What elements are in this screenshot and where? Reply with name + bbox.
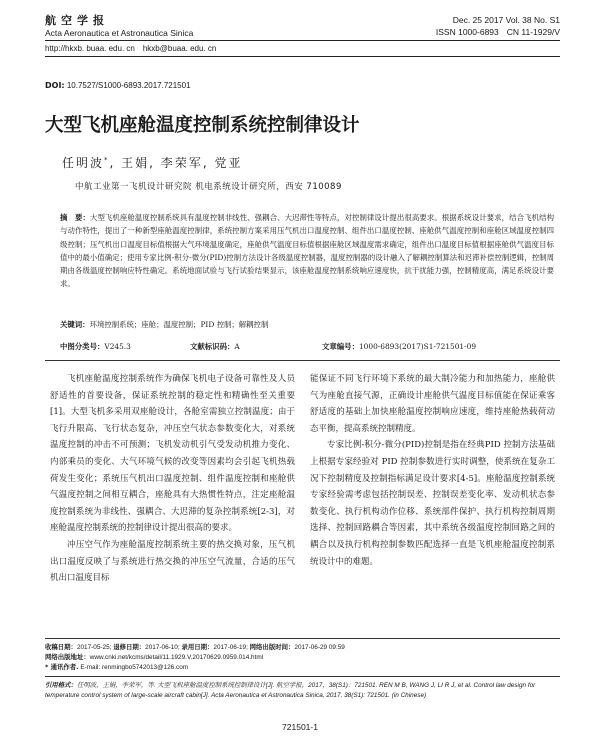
doi-value[interactable]: 10.7527/S1000-6893.2017.721501	[66, 81, 191, 90]
revised-date: 2017-06-10	[145, 644, 178, 651]
author: 王娟	[121, 156, 150, 170]
journal-url[interactable]: http://hkxb. buaa. edu. cn	[45, 44, 135, 53]
keywords	[60, 319, 268, 331]
author: 李荣军	[160, 156, 203, 170]
accepted-label: 录用日期：	[181, 643, 214, 651]
clc-field	[60, 341, 131, 353]
keywords-label: 关键词：	[60, 320, 90, 329]
article-no-value: 1000-6893(2017)S1-721501-09	[358, 342, 477, 351]
online-url-label: 网络出版地址：	[45, 653, 90, 661]
abstract-label: 摘 要：	[60, 213, 90, 222]
journal-issue-info	[320, 14, 560, 38]
footer-rule	[45, 638, 560, 639]
doc-code-value: A	[234, 342, 240, 351]
online-date: 2017-06-29 09:59	[294, 644, 345, 651]
doi-line	[45, 80, 191, 91]
abstract-text: 大型飞机座舱温度控制系统具有温度控制非线性、强耦合、大迟滞性等特点，对控制律设计提出很高要求。根据系统设计要求，结合飞机结构与动作特性，提出了一种新型座舱温度控制律，系统控制方案采用压气机出口温度控制、组件出口温度控制、座舱供气温度控制和座舱区域温度控制四级控制；压气机出口温度目标值根据大气环境温度确定，座舱供气温度目标值根据座舱区域温度需求确定，组件出口温度目标值根据座舱供气温度目标值中的最小值确定；使用专家比例-积分-微分(PID)控制方法设计各级温度控制器，温度控制器的设计融入了解耦控制算法和迟滞补偿控制逻辑，控制周期由各级温度控制响应特性确定。系统地面试验与飞行试验结果显示，该座舱温度控制系统响应速度快，抗干扰能力强，控制精度高，满足系统设计要求。	[60, 213, 554, 289]
doc-code-label: 文献标识码：	[190, 342, 235, 351]
body-paragraph: 专家比例-积分-微分(PID)控制是指在经典PID 控制方法基础上根据专家经验对 PID 控制参数进行实时调整，使系统在复杂工况下控制精度及控制指标满足设计要求[4-5]。座舱温度控制系统专家经验需考虑包括控制误差、控制误差变化率、发动机状态参数变化、执行机构动作位移、系统部件保护、执行机构控制周期选择、控制回路耦合等因素，其中系统各级温度控制回路之间的耦合以及执行机构控制参数匹配选择一直是飞机座舱温度控制系统设计中的难题。	[310, 440, 555, 567]
citation-cn: 任明波，王娟，李荣军，等. 大型飞机座舱温度控制系统控制律设计[J]. 航空学报，2017，38(S1)：721501.	[76, 682, 378, 689]
page-number: 721501-1	[282, 722, 318, 732]
doc-code-field	[190, 341, 240, 353]
citation-en: REN M B, WANG J, LI R J, et al. Control law design for temperature control system of large-scale aircraft cabin[J]. Acta Aeronautica et Astronautica Sinica, 2017, 38(S1): 721501. (in Chinese)	[45, 682, 536, 699]
corresponding-label: * 通讯作者.	[45, 663, 79, 671]
dates-line: 收稿日期：2017-05-25; 退修日期：2017-06-10; 录用日期：2017-06-19; 网络出版时间：2017-06-29 09:59	[45, 643, 345, 651]
journal-email[interactable]: hkxb@buaa. edu. cn	[142, 44, 217, 53]
accepted-date: 2017-06-19	[213, 644, 247, 651]
header-subrule	[45, 56, 560, 57]
received-date: 2017-05-25	[76, 644, 110, 651]
online-label: 网络出版时间：	[249, 643, 295, 651]
paper-title: 大型飞机座舱温度控制系统控制律设计	[45, 115, 360, 136]
section-rule	[45, 360, 560, 361]
body-paragraph: 冲压空气作为座舱温度控制系统主要的热交换对象，压气机出口温度反映了与系统进行热交换的冲压空气流量，合适的压气机出口温度目标	[50, 539, 295, 584]
body-paragraph: 能保证不同飞行环境下系统的最大制冷能力和加热能力，座舱供气为座舱直接气源，正确设计座舱供气温度目标值能在保证乘客舒适度的基础上加快座舱温度控制响应速度，维持座舱热载荷动态平衡，提高系统控制精度。	[310, 374, 555, 434]
received-label: 收稿日期：	[45, 643, 77, 651]
author: 党亚	[214, 156, 243, 170]
clc-value: V245.3	[104, 342, 131, 351]
corresponding-mark: *	[104, 156, 110, 164]
issn-cn-line	[320, 26, 560, 38]
doi-label: DOI:	[45, 81, 65, 90]
article-no-field	[322, 341, 476, 353]
abstract	[60, 211, 554, 291]
header-rule	[45, 40, 560, 41]
clc-label: 中图分类号：	[60, 342, 105, 351]
author: 任明波	[62, 156, 105, 170]
journal-contact	[45, 43, 216, 54]
citation	[45, 680, 560, 701]
citation-rule	[45, 676, 560, 677]
author-list: 任明波*, 王娟, 李荣军, 党亚	[62, 156, 243, 170]
citation-label: 引用格式：	[45, 681, 77, 689]
revised-label: 退修日期：	[113, 643, 146, 651]
cn-number: CN 11-1929/V	[506, 27, 560, 37]
corresponding-email[interactable]: E-mail: renmingbo5742013@126.com	[80, 664, 189, 671]
corresponding-line	[45, 662, 560, 673]
issue-date-volume: Dec. 25 2017 Vol. 38 No. S1	[452, 15, 560, 25]
journal-name-en: Acta Aeronautica et Astronautica Sinica	[45, 28, 194, 38]
journal-name-cn: 航空学报	[45, 14, 109, 27]
body-paragraph: 飞机座舱温度控制系统作为确保飞机电子设备可靠性及人员舒适性的首要设备，保证系统控制的稳定性和精确性至关重要[1]。大型飞机多采用双座舱设计，各舱室需独立控制温度；由于飞行升限高、飞行状态复杂，冲压空气状态参数变化大，对系统温度控制的冲击不可预测；飞机发动机引气受发动机推力变化、内部乘员的变化、大气环境气候的改变等因素均会引起飞机热载荷发生变化；系统压气机出口温度控制、组件温度控制和座舱供气温度控制之间相互耦合，座舱具有大热惯性特点，注定座舱温度控制系统为非线性、强耦合、大迟滞的复杂控制系统[2-3]，对座舱温度控制系统的控制律设计提出很高的要求。	[50, 374, 295, 534]
article-no-label: 文章编号：	[322, 342, 359, 351]
keywords-text: 环境控制系统；座舱；温度控制；PID 控制；解耦控制	[89, 320, 269, 329]
affiliation: 中航工业第一飞机设计研究院 机电系统设计研究所，西安 710089	[75, 182, 342, 192]
body-column-right	[310, 371, 555, 570]
body-column-left	[50, 371, 295, 587]
journal-header	[45, 14, 365, 39]
issn: ISSN 1000-6893	[435, 27, 499, 37]
online-url[interactable]: www.cnki.net/kcms/detail/11.1929.V.20170629.0959.014.html	[89, 654, 264, 661]
